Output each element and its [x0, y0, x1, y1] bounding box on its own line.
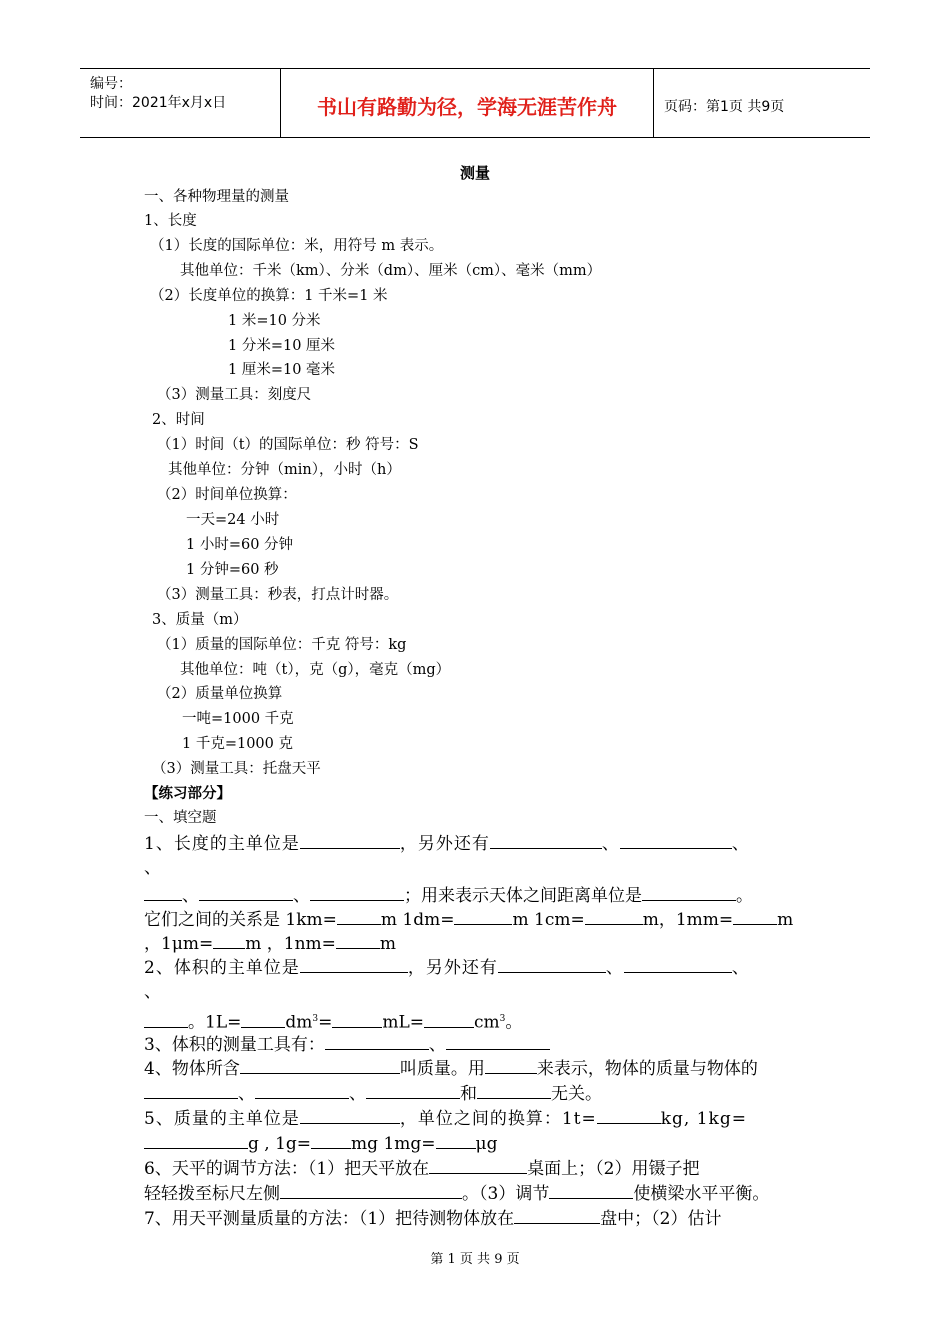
- length-heading: 1、长度: [144, 213, 197, 229]
- answer-blank[interactable]: [337, 908, 381, 925]
- answer-blank[interactable]: [336, 932, 380, 949]
- time-conv-2: 1 小时=60 分钟: [186, 537, 294, 553]
- mass-conv-1: 一吨=1000 千克: [182, 711, 294, 727]
- answer-blank[interactable]: [642, 884, 736, 901]
- length-tool: （3）测量工具：刻度尺: [157, 387, 312, 403]
- mass-other-units: 其他单位：吨（t），克（g），毫克（mg）: [180, 662, 451, 678]
- length-conv-3: 1 厘米=10 毫米: [228, 362, 336, 378]
- answer-blank[interactable]: [366, 1082, 460, 1099]
- mass-tool: （3）测量工具：托盘天平: [152, 761, 321, 777]
- date-label: 时间：2021年x月x日: [90, 95, 227, 111]
- header-motto-cell: [281, 69, 654, 137]
- section-heading: 一、各种物理量的测量: [144, 189, 289, 205]
- time-tool: （3）测量工具：秒表，打点计时器。: [157, 587, 399, 603]
- answer-blank[interactable]: [490, 832, 602, 849]
- answer-blank[interactable]: [241, 1011, 285, 1028]
- time-conversion-head: （2）时间单位换算：: [157, 487, 297, 503]
- answer-blank[interactable]: [311, 1132, 351, 1149]
- answer-blank[interactable]: [144, 1132, 248, 1149]
- answer-blank[interactable]: [624, 956, 732, 973]
- answer-blank[interactable]: [300, 1107, 400, 1124]
- answer-blank[interactable]: [199, 884, 293, 901]
- question-2-line-2: 、: [144, 982, 161, 1002]
- mass-si-unit: （1）质量的国际单位：千克 符号：kg: [157, 637, 407, 653]
- answer-blank[interactable]: [585, 908, 643, 925]
- answer-blank[interactable]: [300, 832, 400, 849]
- header-info-cell: [80, 69, 281, 137]
- question-2-line-3: 。$1L= dm^3= mL= cm^3$。: [144, 1008, 522, 1034]
- answer-blank[interactable]: [446, 1033, 550, 1050]
- page-footer: 第 1 页 共 9 页: [430, 1252, 520, 1267]
- answer-blank[interactable]: [436, 1132, 476, 1149]
- answer-blank[interactable]: [514, 1207, 600, 1224]
- answer-blank[interactable]: [498, 956, 606, 973]
- answer-blank[interactable]: [144, 1082, 238, 1099]
- answer-blank[interactable]: [549, 1182, 633, 1199]
- question-2-line-1: 2、体积的主单位是 ，另外还有 、 、: [144, 958, 750, 978]
- length-conv-2: 1 分米=10 厘米: [228, 338, 336, 354]
- answer-blank[interactable]: [240, 1057, 400, 1074]
- page-info: 页码：第1页 共9页: [664, 99, 785, 115]
- time-heading: 2、时间: [152, 412, 205, 428]
- answer-blank[interactable]: [597, 1107, 661, 1124]
- answer-blank[interactable]: [144, 884, 182, 901]
- header-table: [80, 68, 870, 138]
- question-1-line-5: ，1μm= m ，1nm= m: [144, 934, 397, 954]
- length-si-unit: （1）长度的国际单位：米，用符号 m 表示。: [150, 238, 444, 254]
- mass-conversion-head: （2）质量单位换算: [157, 686, 283, 702]
- question-6-line-2: 轻轻拨至标尺左侧 。（3）调节 使横梁水平平衡。: [144, 1184, 770, 1204]
- question-4-line-2: 、 、 和 无关。: [144, 1082, 602, 1105]
- answer-blank[interactable]: [255, 1082, 349, 1099]
- question-5-line-1: 5、质量的主单位是 ，单位之间的换算：1t= kg, 1kg=: [144, 1109, 747, 1129]
- question-1-line-1: 1、长度的主单位是 ，另外还有 、 、: [144, 834, 750, 854]
- time-other-units: 其他单位：分钟（min），小时（h）: [168, 462, 401, 478]
- question-1-line-2: 、: [144, 858, 161, 878]
- practice-heading: 【练习部分】: [144, 785, 231, 802]
- answer-blank[interactable]: [213, 932, 245, 949]
- motto: 书山有路勤为径，学海无涯苦作舟: [317, 95, 617, 119]
- document-title: 测量: [459, 164, 490, 182]
- length-other-units: 其他单位：千米（km）、分米（dm）、厘米（cm）、毫米（mm）: [180, 263, 602, 279]
- answer-blank[interactable]: [424, 1011, 474, 1028]
- answer-blank[interactable]: [144, 1011, 188, 1028]
- length-conversion-head: （2）长度单位的换算：1 千米=1 米: [150, 288, 388, 304]
- answer-blank[interactable]: [454, 908, 512, 925]
- question-3: 3、体积的测量工具有： 、: [144, 1033, 550, 1056]
- fill-blank-heading: 一、填空题: [144, 810, 217, 826]
- answer-blank[interactable]: [485, 1057, 537, 1074]
- mass-conv-2: 1 千克=1000 克: [182, 736, 293, 752]
- answer-blank[interactable]: [620, 832, 732, 849]
- answer-blank[interactable]: [280, 1182, 462, 1199]
- question-6-line-1: 6、天平的调节方法：（1）把天平放在 桌面上；（2）用镊子把: [144, 1159, 700, 1179]
- time-conv-1: 一天=24 小时: [186, 512, 280, 528]
- length-conv-1: 1 米=10 分米: [228, 313, 321, 329]
- answer-blank[interactable]: [325, 1033, 429, 1050]
- question-1-line-4: 它们之间的关系是 1km= m 1dm= m 1cm= m，1mm= m: [144, 910, 794, 930]
- answer-blank[interactable]: [477, 1082, 551, 1099]
- question-5-line-2: g , 1g= mg 1mg= μg: [144, 1132, 497, 1155]
- mass-heading: 3、质量（m）: [152, 612, 248, 628]
- question-1-line-3: 、 、 ；用来表示天体之间距离单位是 。: [144, 884, 753, 907]
- question-7-line-1: 7、用天平测量质量的方法：（1）把待测物体放在 盘中；（2）估计: [144, 1209, 722, 1229]
- time-si-unit: （1）时间（t）的国际单位：秒 符号：S: [157, 437, 419, 453]
- answer-blank[interactable]: [332, 1011, 382, 1028]
- question-4-line-1: 4、物体所含 叫质量。用 来表示，物体的质量与物体的: [144, 1059, 758, 1079]
- answer-blank[interactable]: [429, 1157, 527, 1174]
- header-page-cell: [654, 69, 870, 137]
- answer-blank[interactable]: [733, 908, 777, 925]
- time-conv-3: 1 分钟=60 秒: [186, 562, 279, 578]
- serial-label: 编号：: [90, 76, 132, 92]
- answer-blank[interactable]: [310, 884, 404, 901]
- answer-blank[interactable]: [300, 956, 408, 973]
